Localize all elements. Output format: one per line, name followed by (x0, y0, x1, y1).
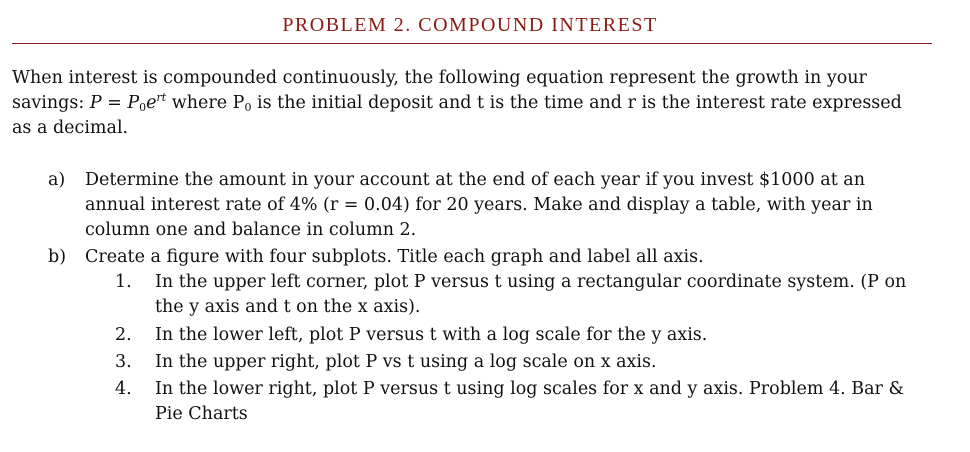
list-item-number: 4. (115, 379, 132, 399)
part-a (12, 168, 922, 243)
part-a-marker: a) (48, 170, 66, 190)
intro-text-1: When interest is compounded continuously, the following equation represent the growth in your savings: (12, 68, 867, 113)
equation-e: e (146, 93, 157, 113)
intro-text-2: where P (166, 93, 245, 113)
list-item-text: In the lower right, plot P versus t using log scales for x and y axis. Problem 4. Bar & Pie Charts (155, 379, 905, 424)
list-item-number: 1. (115, 272, 132, 292)
equation-exponent: rt (156, 91, 167, 104)
list-item-text: In the upper right, plot P vs t using a log scale on x axis. (155, 352, 657, 372)
intro-paragraph (12, 66, 922, 141)
part-b (12, 245, 922, 270)
list-item-text: In the upper left corner, plot P versus t using a rectangular coordinate system. (P on the y axis and t on the x axis). (155, 272, 907, 317)
equation-equals: = (101, 93, 128, 113)
list-item-text: In the lower left, plot P versus t with a log scale for the y axis. (155, 325, 708, 345)
intro-p0-subscript: 0 (244, 101, 252, 114)
title-divider (12, 43, 932, 44)
part-a-text: Determine the amount in your account at the end of each year if you invest $1000 at an annual interest rate of 4% (r = 0.04) for 20 years. Make and display a table, with year in column one and balance in column 2. (85, 170, 873, 240)
equation-p0: P (127, 93, 140, 113)
part-b-marker: b) (48, 247, 67, 267)
list-item-number: 3. (115, 352, 132, 372)
equation-p0-subscript: 0 (139, 101, 147, 114)
equation-p: P (89, 93, 102, 113)
part-b-text: Create a figure with four subplots. Title each graph and label all axis. (85, 247, 704, 267)
list-item-number: 2. (115, 325, 132, 345)
page-title: PROBLEM 2. COMPOUND INTEREST (282, 14, 658, 36)
intro-text-3: is the initial deposit and t is the time and r is the interest rate expressed as a decimal. (12, 93, 902, 138)
